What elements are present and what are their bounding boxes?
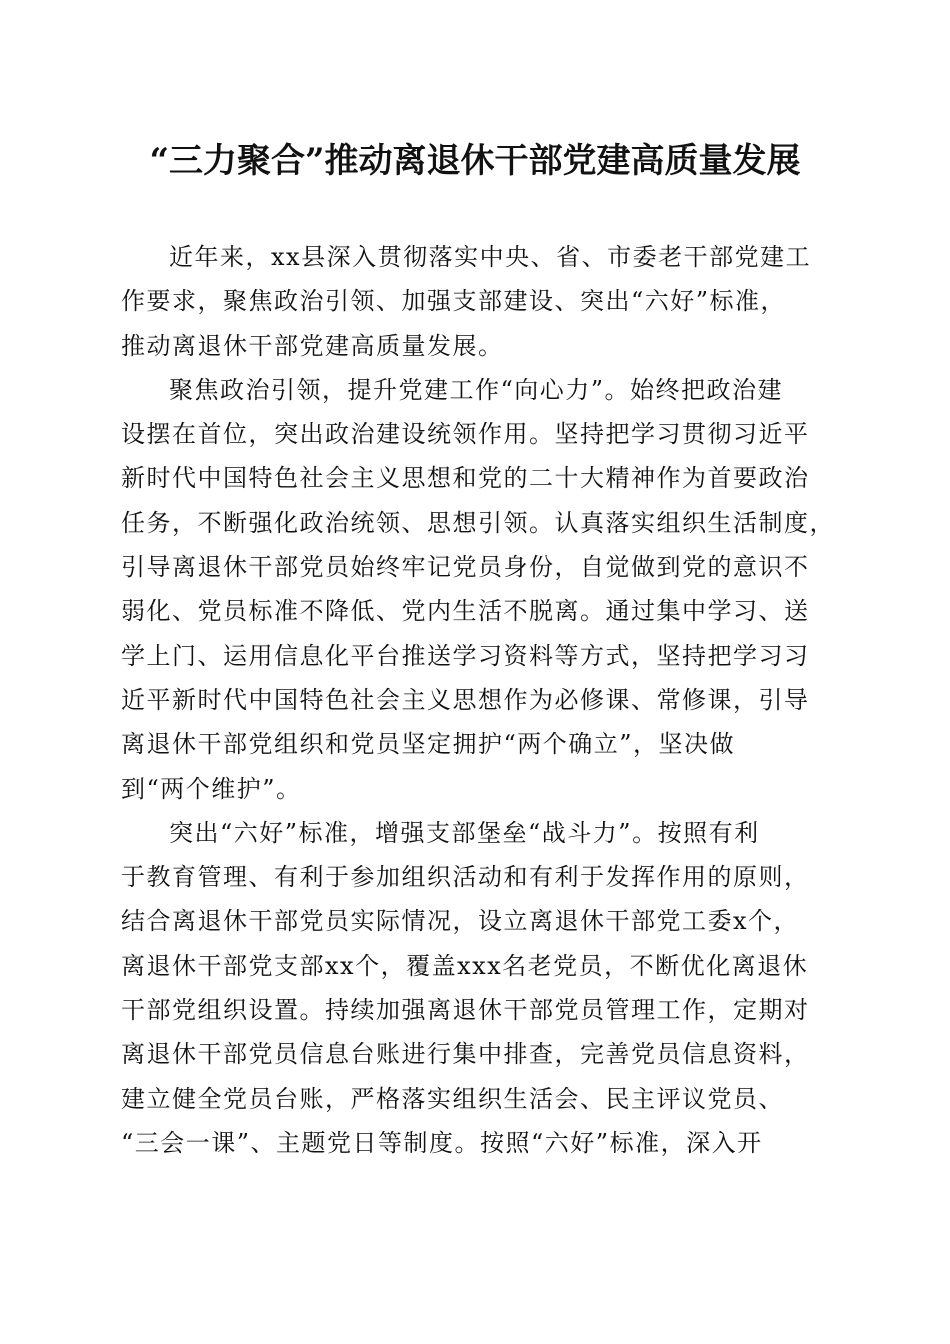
paragraph-line: 建立健全党员台账，严格落实组织生活会、民主评议党员、 [121,1084,784,1113]
paragraph-line: “三会一课”、主题党日等制度。按照“六好”标准，深入开 [121,1128,763,1157]
paragraph-line: 结合离退休干部党员实际情况，设立离退休干部党工委x个， [121,907,800,936]
paragraph-line: 弱化、党员标准不降低、党内生活不脱离。通过集中学习、送 [121,597,810,626]
paragraph-line: 于教育管理、有利于参加组织活动和有利于发挥作用的原则， [121,863,810,892]
paragraph-line: 离退休干部党支部xx个，覆盖xxx名老党员，不断优化离退休 [121,951,809,980]
paragraph-line: 任务，不断强化政治统领、思想引领。认真落实组织生活制度， [121,508,835,537]
paragraph-line: 干部党组织设置。持续加强离退休干部党员管理工作，定期对 [121,996,810,1025]
document-title: “三力聚合”推动离退休干部党建高质量发展 [149,141,801,181]
paragraph-line: 设摆在首位，突出政治建设统领作用。坚持把学习贯彻习近平 [121,420,810,449]
paragraph-line: 离退休干部党员信息台账进行集中排查，完善党员信息资料， [121,1040,810,1069]
paragraph-line: 近年来，xx县深入贯彻落实中央、省、市委老干部党建工 [169,243,812,271]
paragraph-line: 到“两个维护”。 [121,774,302,803]
paragraph-line: 近平新时代中国特色社会主义思想作为必修课、常修课，引导 [121,685,810,714]
paragraph-line: 推动离退休干部党建高质量发展。 [121,331,504,360]
paragraph-line: 作要求，聚焦政治引领、加强支部建设、突出“六好”标准， [121,287,787,316]
paragraph-line: 新时代中国特色社会主义思想和党的二十大精神作为首要政治 [121,464,810,493]
paragraph-line: 离退休干部党组织和党员坚定拥护“两个确立”，坚决做 [121,730,736,759]
paragraph-line: 突出“六好”标准，增强支部堡垒“战斗力”。按照有利 [169,818,760,847]
paragraph-line: 引导离退休干部党员始终牢记党员身份，自觉做到党的意识不 [121,553,810,582]
paragraph-line: 聚焦政治引领，提升党建工作“向心力”。始终把政治建 [169,375,784,404]
document-body [121,235,835,1165]
paragraph-line: 学上门、运用信息化平台推送学习资料等方式，坚持把学习习 [121,641,810,670]
